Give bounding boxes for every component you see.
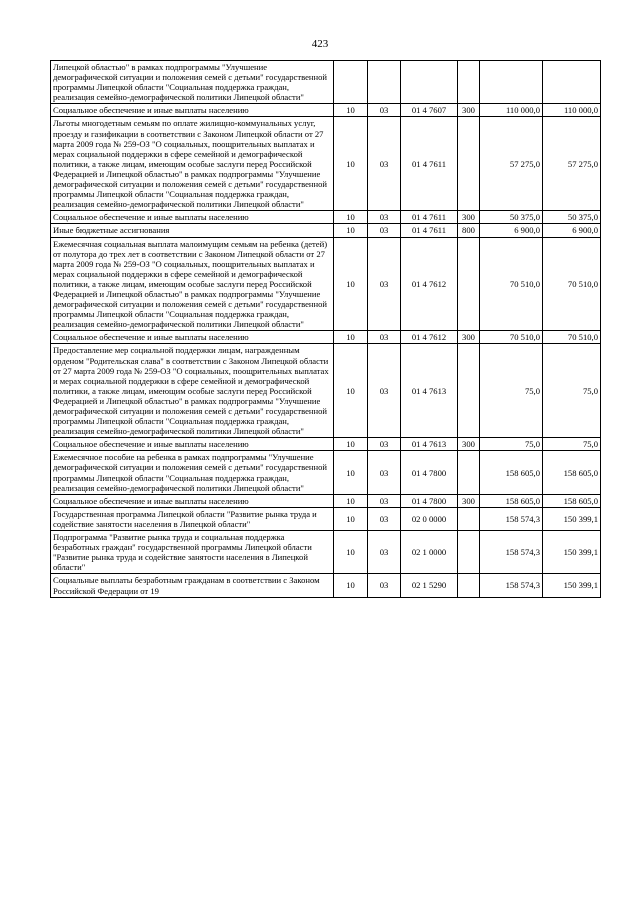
row-name-cell: Ежемесячное пособие на ребенка в рамках подпрограммы "Улучшение демографической ситуации и положения семей с детьми" государственной программы Липецкой области "Социальная поддержка граждан, реализация семейно-демографической политики Липецкой области" xyxy=(51,451,334,494)
section-code-cell: 10 xyxy=(334,211,368,224)
section-code-cell: 10 xyxy=(334,224,368,237)
target-article-cell: 01 4 7611 xyxy=(401,224,458,237)
section-code-cell: 10 xyxy=(334,507,368,530)
target-article-cell: 01 4 7611 xyxy=(401,211,458,224)
section-code-cell: 10 xyxy=(334,117,368,211)
target-article-cell: 02 1 5290 xyxy=(401,574,458,597)
amount-cell-2 xyxy=(543,61,601,104)
amount-cell-1: 158 605,0 xyxy=(480,494,543,507)
amount-cell-2: 6 900,0 xyxy=(543,224,601,237)
table-row xyxy=(51,237,601,331)
section-code-cell xyxy=(334,61,368,104)
target-article-cell: 01 4 7613 xyxy=(401,438,458,451)
section-code-cell: 10 xyxy=(334,574,368,597)
row-name-cell: Социальное обеспечение и иные выплаты населению xyxy=(51,331,334,344)
subsection-code-cell: 03 xyxy=(368,331,401,344)
subsection-code-cell: 03 xyxy=(368,211,401,224)
amount-cell-2: 75,0 xyxy=(543,344,601,438)
row-name-cell: Иные бюджетные ассигнования xyxy=(51,224,334,237)
amount-cell-1: 6 900,0 xyxy=(480,224,543,237)
amount-cell-1: 75,0 xyxy=(480,438,543,451)
subsection-code-cell: 03 xyxy=(368,224,401,237)
table-row xyxy=(51,104,601,117)
table-row xyxy=(51,438,601,451)
table-row xyxy=(51,211,601,224)
amount-cell-2: 70 510,0 xyxy=(543,237,601,331)
table-row xyxy=(51,117,601,211)
subsection-code-cell: 03 xyxy=(368,574,401,597)
expense-type-cell: 300 xyxy=(458,104,480,117)
amount-cell-1: 75,0 xyxy=(480,344,543,438)
section-code-cell: 10 xyxy=(334,531,368,574)
expense-type-cell: 800 xyxy=(458,224,480,237)
expense-type-cell: 300 xyxy=(458,211,480,224)
subsection-code-cell: 03 xyxy=(368,438,401,451)
subsection-code-cell: 03 xyxy=(368,507,401,530)
amount-cell-1 xyxy=(480,61,543,104)
amount-cell-2: 50 375,0 xyxy=(543,211,601,224)
target-article-cell: 01 4 7607 xyxy=(401,104,458,117)
section-code-cell: 10 xyxy=(334,237,368,331)
subsection-code-cell: 03 xyxy=(368,104,401,117)
row-name-cell: Социальное обеспечение и иные выплаты населению xyxy=(51,104,334,117)
amount-cell-1: 158 574,3 xyxy=(480,507,543,530)
section-code-cell: 10 xyxy=(334,451,368,494)
expense-type-cell xyxy=(458,61,480,104)
section-code-cell: 10 xyxy=(334,104,368,117)
target-article-cell: 01 4 7612 xyxy=(401,331,458,344)
section-code-cell: 10 xyxy=(334,494,368,507)
subsection-code-cell: 03 xyxy=(368,494,401,507)
target-article-cell: 01 4 7612 xyxy=(401,237,458,331)
target-article-cell: 02 1 0000 xyxy=(401,531,458,574)
target-article-cell: 01 4 7800 xyxy=(401,451,458,494)
table-row xyxy=(51,61,601,104)
row-name-cell: Льготы многодетным семьям по оплате жилищно-коммунальных услуг, проезду и газификации в соответствии с Законом Липецкой области от 27 марта 2009 года № 259-ОЗ "О социальных, поощрительных выплатах и мерах социальной поддержки в сфере семейной и демографической политики, а также лицам, имеющим особые заслуги перед Российской Федерацией и Липецкой областью" в рамках подпрограммы "Улучшение демографической ситуации и положения семей с детьми" государственной программы Липецкой области "Социальная поддержка граждан, реализация семейно-демографической политики Липецкой области" xyxy=(51,117,334,211)
amount-cell-2: 158 605,0 xyxy=(543,451,601,494)
row-name-cell: Социальное обеспечение и иные выплаты населению xyxy=(51,438,334,451)
budget-table xyxy=(50,60,601,598)
amount-cell-1: 70 510,0 xyxy=(480,237,543,331)
table-row xyxy=(51,507,601,530)
section-code-cell: 10 xyxy=(334,331,368,344)
amount-cell-1: 158 574,3 xyxy=(480,574,543,597)
table-row xyxy=(51,224,601,237)
section-code-cell: 10 xyxy=(334,344,368,438)
amount-cell-1: 70 510,0 xyxy=(480,331,543,344)
table-row xyxy=(51,331,601,344)
expense-type-cell xyxy=(458,451,480,494)
row-name-cell: Социальное обеспечение и иные выплаты населению xyxy=(51,494,334,507)
subsection-code-cell: 03 xyxy=(368,237,401,331)
amount-cell-1: 110 000,0 xyxy=(480,104,543,117)
target-article-cell xyxy=(401,61,458,104)
target-article-cell: 02 0 0000 xyxy=(401,507,458,530)
amount-cell-1: 158 605,0 xyxy=(480,451,543,494)
target-article-cell: 01 4 7611 xyxy=(401,117,458,211)
table-row xyxy=(51,574,601,597)
amount-cell-2: 57 275,0 xyxy=(543,117,601,211)
expense-type-cell xyxy=(458,117,480,211)
row-name-cell: Подпрограмма "Развитие рынка труда и социальная поддержка безработных граждан" государственной программы Липецкой области "Развитие рынка труда и содействие занятости населения в Липецкой области" xyxy=(51,531,334,574)
budget-table-body xyxy=(51,61,601,598)
amount-cell-2: 150 399,1 xyxy=(543,574,601,597)
amount-cell-2: 70 510,0 xyxy=(543,331,601,344)
expense-type-cell: 300 xyxy=(458,494,480,507)
amount-cell-2: 110 000,0 xyxy=(543,104,601,117)
subsection-code-cell: 03 xyxy=(368,451,401,494)
expense-type-cell: 300 xyxy=(458,438,480,451)
subsection-code-cell: 03 xyxy=(368,531,401,574)
expense-type-cell xyxy=(458,531,480,574)
page-number: 423 xyxy=(311,38,329,50)
expense-type-cell xyxy=(458,574,480,597)
table-row xyxy=(51,494,601,507)
table-row xyxy=(51,451,601,494)
expense-type-cell: 300 xyxy=(458,331,480,344)
amount-cell-2: 75,0 xyxy=(543,438,601,451)
expense-type-cell xyxy=(458,507,480,530)
row-name-cell: Ежемесячная социальная выплата малоимущим семьям на ребенка (детей) от полутора до трех лет в соответствии с Законом Липецкой области от 27 марта 2009 года № 259-ОЗ "О социальных, поощрительных выплатах и мерах социальной поддержки в сфере семейной и демографической политики, а также лицам, имеющим особые заслуги перед Российской Федерацией и Липецкой областью" в рамках подпрограммы "Улучшение демографической ситуации и положения семей с детьми" государственной программы Липецкой области "Социальная поддержка граждан, реализация семейно-демографической политики Липецкой области" xyxy=(51,237,334,331)
row-name-cell: Социальное обеспечение и иные выплаты населению xyxy=(51,211,334,224)
target-article-cell: 01 4 7613 xyxy=(401,344,458,438)
expense-type-cell xyxy=(458,237,480,331)
expense-type-cell xyxy=(458,344,480,438)
row-name-cell: Предоставление мер социальной поддержки лицам, награжденным орденом "Родительская слава" в соответствии с Законом Липецкой области от 27 марта 2009 года № 259-ОЗ "О социальных, поощрительных выплатах и мерах социальной поддержки в сфере семейной и демографической политики, а также лицам, имеющим особые заслуги перед Российской Федерацией и Липецкой областью" в рамках подпрограммы "Улучшение демографической ситуации и положения семей с детьми" государственной программы Липецкой области "Социальная поддержка граждан, реализация семейно-демографической политики Липецкой области" xyxy=(51,344,334,438)
row-name-cell: Социальные выплаты безработным гражданам в соответствии с Законом Российской Федерации от 19 xyxy=(51,574,334,597)
target-article-cell: 01 4 7800 xyxy=(401,494,458,507)
amount-cell-2: 150 399,1 xyxy=(543,531,601,574)
amount-cell-1: 50 375,0 xyxy=(480,211,543,224)
amount-cell-1: 57 275,0 xyxy=(480,117,543,211)
amount-cell-2: 150 399,1 xyxy=(543,507,601,530)
amount-cell-1: 158 574,3 xyxy=(480,531,543,574)
subsection-code-cell: 03 xyxy=(368,344,401,438)
amount-cell-2: 158 605,0 xyxy=(543,494,601,507)
row-name-cell: Государственная программа Липецкой области "Развитие рынка труда и содействие занятости населения в Липецкой области" xyxy=(51,507,334,530)
section-code-cell: 10 xyxy=(334,438,368,451)
table-row xyxy=(51,531,601,574)
subsection-code-cell: 03 xyxy=(368,117,401,211)
row-name-cell: Липецкой областью" в рамках подпрограммы "Улучшение демографической ситуации и положения семей с детьми" государственной программы Липецкой области "Социальная поддержка граждан, реализация семейно-демографической политики Липецкой области" xyxy=(51,61,334,104)
table-row xyxy=(51,344,601,438)
subsection-code-cell xyxy=(368,61,401,104)
